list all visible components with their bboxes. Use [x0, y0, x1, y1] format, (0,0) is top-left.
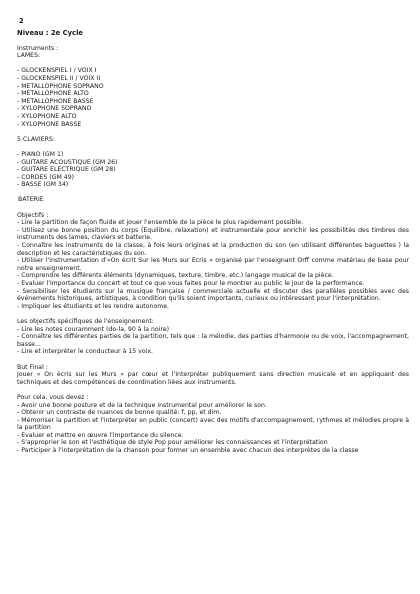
list-item: - Evaluer l'importance du concert et tout ce que vous faites pour le montrer au public le jour de la performance. [17, 280, 365, 287]
list-item: - METALLOPHONE SOPRANO [17, 82, 104, 90]
list-item: - GUITARE ELECTRIQUE (GM 28) [17, 166, 116, 174]
lames-list [17, 67, 409, 128]
objectifs-heading: Objectifs : [17, 211, 49, 219]
list-item: - GLOCKENSPIEL I / VOIX I [17, 67, 97, 75]
page-number: 2 [19, 17, 24, 25]
list-item: - METALLOPHONE BASSE [17, 97, 94, 105]
document-body [17, 30, 409, 455]
list-item: - PIANO (GM 1) [17, 150, 64, 158]
list-item: - Sensibiliser les étudiants sur la musique française / commerciale actuelle et discuter des parallèles possibles avec des événements historiques, artistiques, à condition qu'ils soient importants, curieux ou intéressant pour l'interprétation. [17, 287, 409, 303]
list-item: - Evaluer et mettre en œuvre l'importance du silence. [17, 431, 184, 439]
list-item: - Comprendre les différents éléments (dynamiques, texture, timbre, etc.) langage musical de la pièce. [17, 272, 334, 280]
but-final-heading: But Final : [17, 363, 48, 371]
list-item: - METALLOPHONE ALTO [17, 90, 89, 98]
list-item: - S'approprier le son et l'esthétique de style Pop pour améliorer les connaissances et l'interprétation [17, 439, 328, 447]
list-item: - Participer à l'interprétation de la chanson pour former un ensemble avec chacun des interprètes de la classe [17, 447, 359, 455]
objectifs-list [17, 219, 409, 310]
claviers-list [17, 151, 409, 189]
list-item: - Lire et interpréter le conducteur à 15 voix. [17, 348, 153, 356]
level-title: Niveau : 2e Cycle [17, 29, 84, 37]
specifiques-heading: Les objectifs spécifiques de l'enseignement: [17, 317, 154, 325]
list-item: - Utilisez une bonne position du corps (Equilibre, relaxation) et instrumentale pour enrichir les possibilités des timbres des instruments des lames, claviers et batterie. [17, 226, 409, 242]
list-item: - Obtenir un contraste de nuances de bonne qualité: f, pp, et dim. [17, 409, 222, 417]
list-item: - XYLOPHONE BASSE [17, 120, 82, 128]
specifiques-list [17, 326, 409, 356]
list-item: - Utiliser l'instrumentation d'«On écrit Sur les Murs sur Ecris » organisé par l'enseignant Orff comme matériau de base pour notre enseignement. [17, 257, 409, 272]
lames-heading: LAMES: [17, 52, 41, 60]
list-item: - CORDES (GM 49) [17, 173, 75, 181]
list-item: - Connaître les instruments de la classe, à fois leurs origines et la production du son (en utilisant différentes baguettes ) la description et les caractéristiques du son. [17, 242, 409, 257]
list-item: - XYLOPHONE SOPRANO [17, 105, 92, 113]
instruments-heading: Instruments : [17, 44, 59, 52]
pour-cela-list [17, 402, 409, 455]
list-item: - XYLOPHONE ALTO [17, 112, 77, 120]
pour-cela-heading: Pour cela, vous devez : [17, 393, 89, 401]
list-item: - Mémoriser la partition et l'interpréter en public (concert) avec des motifs d'accompagnement, rythmes et mélodies propre à la partition [17, 416, 409, 432]
list-item: - Impliquer les étudiants et les rendre autonome. [17, 302, 170, 310]
list-item: - BASSE (GM 34) [17, 181, 69, 189]
but-final-text: Jouer « On écris sur les Murs » par cœur et l'interpréter publiquement sans direction musicale et en appliquant des techniques et des compétences de coordination liées aux instruments. [17, 371, 409, 386]
list-item: - Avoir une bonne posture et de la technique instrumental pour améliorer le son. [17, 401, 267, 409]
batterie-heading: BATERIE [18, 196, 44, 204]
list-item: - Lire les notes couramment (do-la, 90 à la noire) [17, 325, 170, 333]
list-item: - Lire la partition de façon fluide et jouer l'ensemble de la pièce le plus rapidement possible. [17, 219, 304, 227]
list-item: - Connaître les différentes parties de la partition, tels que : la mélodie, des parties d'harmonie ou de voix, l'accompagnement, basse... [17, 333, 409, 348]
list-item: - GUITARE ACOUSTIQUE (GM 26) [17, 158, 118, 166]
claviers-heading: 5 CLAVIERS: [17, 135, 55, 143]
list-item: - GLOCKENSPIEL II / VOIX II [17, 74, 101, 82]
